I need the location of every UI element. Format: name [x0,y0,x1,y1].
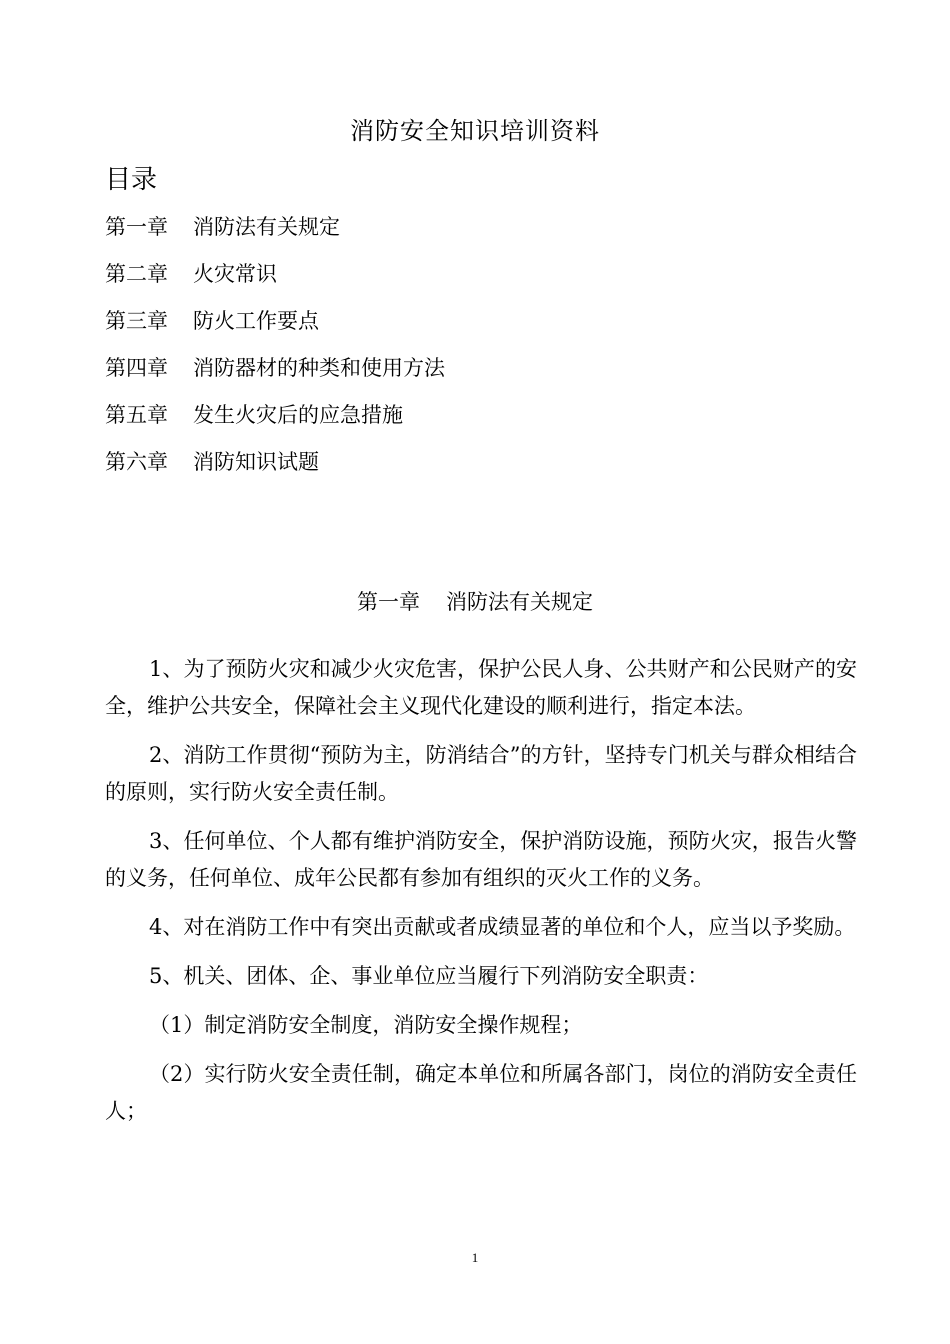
toc-heading: 目录 [105,165,158,195]
paragraph-5: 5、机关、团体、企、事业单位应当履行下列消防安全职责： [149,964,709,988]
paragraph-1: 1、为了预防火灾和减少火灾危害，保护公民人身、公共财产和公民财产的安全，维护公共安全，保障社会主义现代化建设的顺利进行，指定本法。 [105,657,857,718]
toc-item-number: 第二章 [105,262,168,286]
table-of-contents [105,212,445,494]
toc-item-number: 第三章 [105,309,168,333]
chapter-heading [0,587,950,617]
paragraph-2: 2、消防工作贯彻“预防为主，防消结合”的方针，坚持专门机关与群众相结合的原则，实行防火安全责任制。 [105,743,857,804]
toc-item-title: 消防知识试题 [193,450,319,474]
toc-item-number: 第一章 [105,215,168,239]
toc-item-title: 消防器材的种类和使用方法 [193,356,445,380]
toc-item-number: 第五章 [105,403,168,427]
toc-item-5 [105,400,445,447]
chapter-title: 消防法有关规定 [446,590,593,614]
toc-item-number: 第四章 [105,356,168,380]
paragraph-5-item-2: （2）实行防火安全责任制，确定本单位和所属各部门，岗位的消防安全责任人； [105,1062,857,1123]
toc-item-title: 防火工作要点 [193,309,319,333]
toc-item-2 [105,259,445,306]
paragraph-3: 3、任何单位、个人都有维护消防安全，保护消防设施，预防火灾，报告火警的义务，任何单位、成年公民都有参加有组织的灭火工作的义务。 [105,829,857,890]
toc-item-1 [105,212,445,259]
paragraph-5-item-1: （1）制定消防安全制度，消防安全操作规程； [149,1013,583,1037]
document-title: 消防安全知识培训资料 [350,117,600,145]
toc-item-4 [105,353,445,400]
toc-item-3 [105,306,445,353]
page-number: 1 [471,1250,479,1265]
paragraph-4: 4、对在消防工作中有突出贡献或者成绩显著的单位和个人，应当以予奖励。 [149,915,856,939]
chapter-number: 第一章 [357,590,420,614]
toc-item-title: 火灾常识 [193,262,277,286]
chapter-body [105,651,857,1142]
toc-item-title: 消防法有关规定 [193,215,340,239]
toc-item-title: 发生火灾后的应急措施 [193,403,403,427]
toc-item-6 [105,447,445,494]
toc-item-number: 第六章 [105,450,168,474]
